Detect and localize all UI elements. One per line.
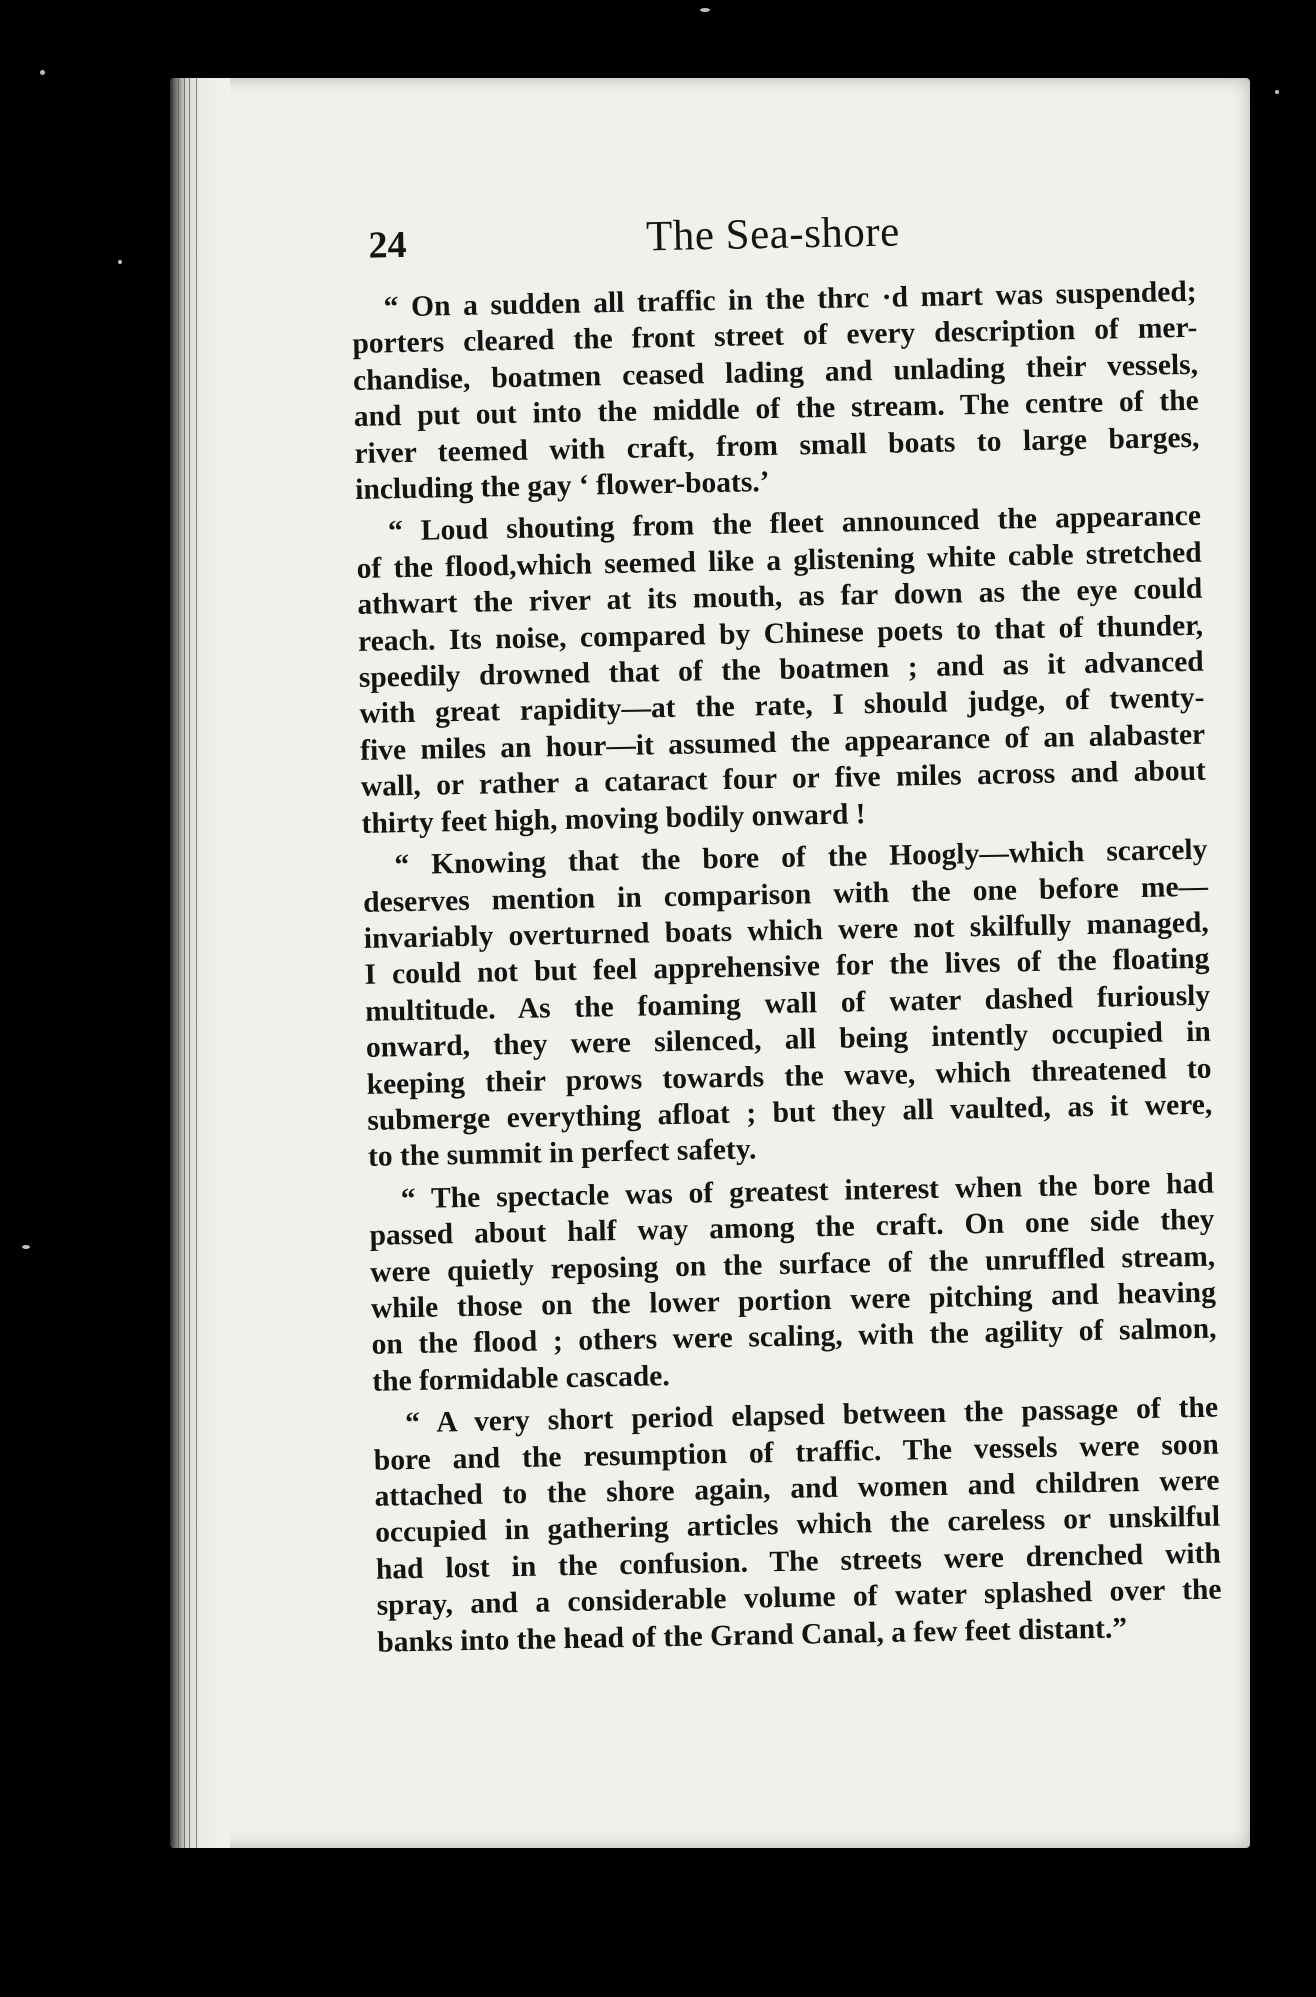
gutter-line — [196, 78, 197, 1848]
text-line: five miles an hour—it assumed the appearance of an alabaster — [359, 718, 1206, 767]
page-gutter — [170, 78, 230, 1848]
paragraph — [373, 1390, 1223, 1661]
text-line: had lost in the confusion. The streets were drenched with — [375, 1537, 1222, 1586]
gutter-line — [178, 78, 179, 1848]
text-line: river teemed with craft, from small boats to large barges, — [354, 421, 1200, 470]
scan-speck — [22, 1245, 30, 1249]
paragraph — [356, 498, 1207, 842]
text-line: occupied in gathering articles which the careless or unskilful — [374, 1500, 1221, 1550]
paragraph — [351, 274, 1200, 509]
scan-speck — [118, 260, 122, 264]
text-line: “ A very short period elapsed between the passage of the — [404, 1391, 1219, 1440]
text-line: “ Knowing that the bore of the Hoogly—which scarcely — [394, 833, 1208, 882]
text-line: attached to the shore again, and women and children were — [374, 1464, 1220, 1513]
text-line: and put out into the middle of the stream. The centre of the — [353, 384, 1199, 434]
text-line: deserves mention in comparison with the one before me— — [362, 870, 1209, 919]
text-line: “ The spectacle was of greatest interest when the bore had — [400, 1167, 1214, 1215]
text-line: thirty feet high, moving bodily onward ! — [361, 797, 866, 840]
page-text-block — [350, 202, 1226, 1818]
text-line: were quietly reposing on the surface of the unruffled stream, — [369, 1240, 1216, 1289]
text-line: of the flood,which seemed like a glistening white cable stretched — [356, 536, 1202, 585]
gutter-line — [189, 78, 190, 1848]
text-line: I could not but feel apprehensive for the lives of the floating — [364, 942, 1210, 992]
text-line: multitude. As the foaming wall of water dashed furiously — [364, 979, 1211, 1028]
text-line: including the gay ‘ flower-boats.’ — [354, 466, 770, 506]
scan-speck — [700, 8, 710, 12]
text-line: porters cleared the front street of every description of mer- — [352, 312, 1198, 361]
text-line: invariably overturned boats which were not skilfully managed, — [363, 906, 1209, 955]
text-line: reach. Its noise, compared by Chinese poets to that of thunder, — [357, 609, 1204, 658]
paragraph — [362, 832, 1213, 1176]
text-line: while those on the lower portion were pitching and heaving — [370, 1276, 1217, 1325]
gutter-line — [184, 78, 185, 1848]
text-line: onward, they were silenced, all being intently occupied in — [365, 1015, 1212, 1064]
text-line: passed about half way among the craft. On one side they — [369, 1203, 1215, 1252]
page-number: 24 — [368, 223, 407, 267]
text-line: banks into the head of the Grand Canal, a few feet distant.” — [377, 1611, 1128, 1659]
text-line: submerge everything afloat ; but they all vaulted, as it were, — [367, 1088, 1213, 1137]
running-head: The Sea-shore — [645, 208, 901, 261]
text-line: athwart the river at its mouth, as far down as the eye could — [357, 572, 1203, 622]
paragraph — [369, 1165, 1218, 1400]
text-line: “ Loud shouting from the fleet announced the appearance — [387, 500, 1202, 548]
text-line: speedily drowned that of the boatmen ; and as it advanced — [358, 645, 1204, 694]
text-line: to the summit in perfect safety. — [367, 1133, 757, 1174]
page-header — [350, 202, 1196, 280]
scan-speck — [40, 70, 45, 75]
text-line: chandise, boatmen ceased lading and unlading their vessels, — [352, 348, 1199, 397]
text-line: wall, or rather a cataract four or five miles across and about — [360, 754, 1207, 804]
text-line: keeping their prows towards the wave, which threatened to — [366, 1052, 1212, 1101]
text-line: with great rapidity—at the rate, I should judge, of twenty- — [359, 682, 1205, 731]
book-page — [170, 78, 1250, 1848]
text-line: on the flood ; others were scaling, with the agility of salmon, — [371, 1312, 1217, 1362]
body-text — [351, 274, 1222, 1661]
text-line: spray, and a considerable volume of water splashed over the — [376, 1573, 1222, 1622]
text-line: the formidable cascade. — [372, 1359, 671, 1398]
text-line: bore and the resumption of traffic. The vessels were soon — [373, 1428, 1220, 1477]
text-line: “ On a sudden all traffic in the thrc ·d mart was suspended; — [383, 275, 1197, 324]
scan-speck — [1275, 90, 1279, 94]
